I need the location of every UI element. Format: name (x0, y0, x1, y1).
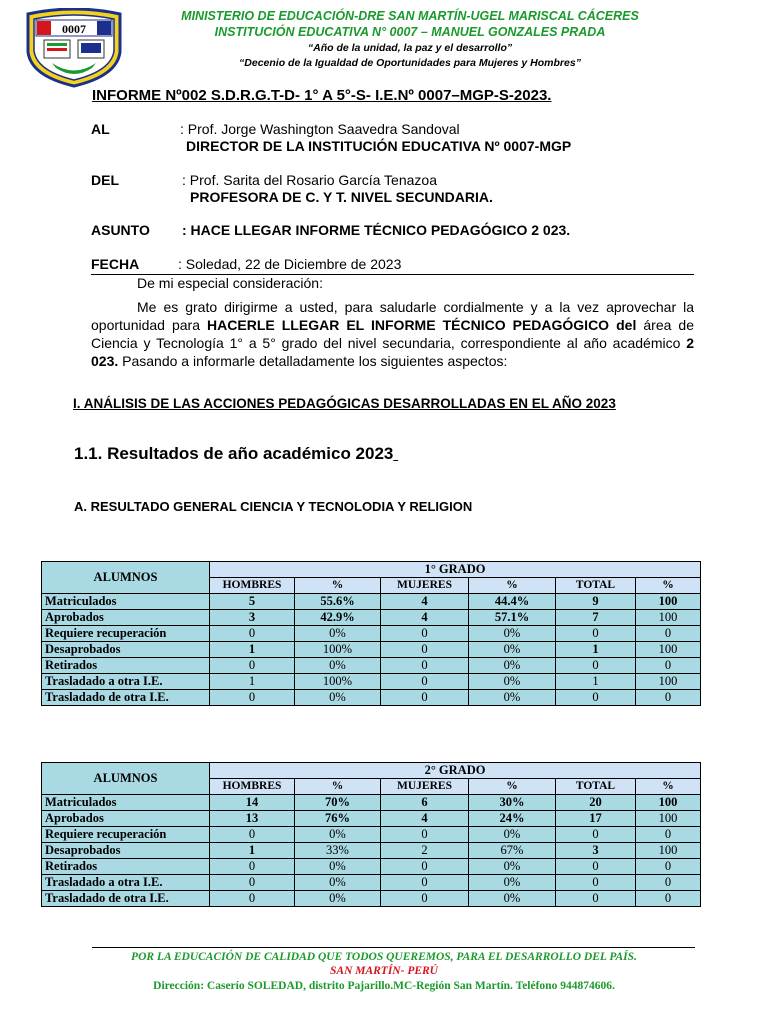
percent-header: % (636, 779, 701, 795)
table-row (42, 843, 701, 859)
table-cell: 100 (636, 610, 701, 626)
table-cell: 7 (556, 610, 636, 626)
fecha-label: FECHA (91, 256, 140, 272)
table-cell: 4 (381, 594, 469, 610)
svg-text:0007: 0007 (62, 22, 86, 36)
table-row (42, 610, 701, 626)
grade-header: 2° GRADO (210, 763, 701, 779)
table-cell: 0% (295, 690, 381, 706)
table-cell: 70% (295, 795, 381, 811)
alumnos-header: ALUMNOS (42, 763, 210, 795)
table-cell: 1 (210, 674, 295, 690)
hombres-header: HOMBRES (210, 578, 295, 594)
table-cell: 0 (210, 690, 295, 706)
percent-header: % (636, 578, 701, 594)
table-cell: 1 (556, 642, 636, 658)
table-cell: 0% (469, 658, 556, 674)
table-cell: 0 (210, 626, 295, 642)
table-cell: 0 (556, 859, 636, 875)
table-cell: 0% (295, 626, 381, 642)
table-cell: 0% (295, 859, 381, 875)
row-label: Requiere recuperación (42, 626, 210, 642)
table-cell: 0 (556, 891, 636, 907)
body-text-2: HACERLE LLEGAR EL INFORME TÉCNICO PEDAGÓGICO del (207, 317, 637, 333)
table-cell: 24% (469, 811, 556, 827)
table-cell: 14 (210, 795, 295, 811)
section-1-1-text: 1.1. Resultados de año académico 2023 (74, 444, 394, 463)
table-cell: 0 (556, 658, 636, 674)
table-cell: 0 (210, 658, 295, 674)
mujeres-header: MUJERES (381, 578, 469, 594)
section-a-heading: A. RESULTADO GENERAL CIENCIA Y TECNOLODIA Y RELIGION (74, 499, 473, 514)
footer-region: SAN MARTÍN- PERÚ (330, 965, 438, 977)
table-cell: 9 (556, 594, 636, 610)
row-label: Retirados (42, 859, 210, 875)
body-paragraph (91, 298, 694, 370)
table-cell: 0% (469, 642, 556, 658)
table-cell: 3 (556, 843, 636, 859)
table-cell: 0 (636, 690, 701, 706)
school-crest-logo (22, 8, 126, 88)
table-cell: 0% (469, 690, 556, 706)
table-row (42, 795, 701, 811)
table-cell: 0 (636, 891, 701, 907)
table-cell: 0% (295, 658, 381, 674)
table-row (42, 690, 701, 706)
table-cell: 0 (210, 875, 295, 891)
table-cell: 3 (210, 610, 295, 626)
fecha-value: : Soledad, 22 de Diciembre de 2023 (178, 256, 402, 272)
grade-2-results-table (41, 762, 701, 907)
al-name: : Prof. Jorge Washington Saavedra Sandoval (180, 121, 460, 137)
percent-header: % (295, 578, 381, 594)
table-cell: 0% (295, 891, 381, 907)
row-label: Desaprobados (42, 642, 210, 658)
percent-header: % (469, 779, 556, 795)
table-cell: 0% (469, 827, 556, 843)
body-text-5: Pasando a informarle detalladamente los siguientes aspectos: (118, 353, 508, 369)
table-row (42, 658, 701, 674)
table-grade-row (42, 562, 701, 578)
percent-header: % (469, 578, 556, 594)
table-cell: 44.4% (469, 594, 556, 610)
body-text-4: 2 023. (91, 335, 694, 369)
al-role: DIRECTOR DE LA INSTITUCIÓN EDUCATIVA Nº 0007-MGP (186, 138, 572, 154)
body-text-1: Me es grato dirigirme a usted, para saludarle cordialmente y a la vez aprovechar la oportunidad para (91, 299, 694, 333)
table-cell: 100 (636, 594, 701, 610)
row-label: Matriculados (42, 795, 210, 811)
table-cell: 100 (636, 811, 701, 827)
section-1-1-heading (74, 444, 398, 464)
grade-1-results-table (41, 561, 701, 706)
del-label: DEL (91, 172, 119, 188)
table-row (42, 674, 701, 690)
percent-header: % (295, 779, 381, 795)
greeting: De mi especial consideración: (137, 275, 323, 291)
institution-header: INSTITUCIÓN EDUCATIVA N° 0007 – MANUEL GONZALES PRADA (214, 25, 606, 39)
section-1-text: I. ANÁLISIS DE LAS ACCIONES PEDAGÓGICAS DESARROLLADAS EN EL AÑO 2023 (73, 396, 616, 411)
report-title: INFORME Nº002 S.D.R.G.T-D- 1° A 5°-S- I.E.Nº 0007–MGP-S-2023. (92, 87, 552, 104)
table-cell: 0 (636, 827, 701, 843)
table-cell: 100 (636, 843, 701, 859)
table-cell: 0% (469, 875, 556, 891)
mujeres-header: MUJERES (381, 779, 469, 795)
table-cell: 0 (381, 827, 469, 843)
grade-header: 1° GRADO (210, 562, 701, 578)
footer-slogan: POR LA EDUCACIÓN DE CALIDAD QUE TODOS QUEREMOS, PARA EL DESARROLLO DEL PAÍS. (131, 951, 637, 963)
row-label: Matriculados (42, 594, 210, 610)
year-motto: “Año de la unidad, la paz y el desarrollo” (307, 42, 513, 54)
table-cell: 0 (381, 658, 469, 674)
table-cell: 0 (381, 674, 469, 690)
table-cell: 4 (381, 610, 469, 626)
decade-motto: “Decenio de la Igualdad de Oportunidades para Mujeres y Hombres” (239, 57, 581, 69)
table-cell: 0 (381, 891, 469, 907)
total-header: TOTAL (556, 578, 636, 594)
table-cell: 0% (469, 626, 556, 642)
table-row (42, 875, 701, 891)
row-label: Aprobados (42, 610, 210, 626)
table-cell: 0% (295, 827, 381, 843)
table-cell: 55.6% (295, 594, 381, 610)
table-cell: 33% (295, 843, 381, 859)
hombres-header: HOMBRES (210, 779, 295, 795)
table-cell: 100 (636, 795, 701, 811)
table-cell: 0 (381, 875, 469, 891)
table-cell: 67% (469, 843, 556, 859)
row-label: Requiere recuperación (42, 827, 210, 843)
table-cell: 17 (556, 811, 636, 827)
table-cell: 42.9% (295, 610, 381, 626)
table-cell: 0 (381, 690, 469, 706)
table-cell: 100% (295, 642, 381, 658)
table-cell: 13 (210, 811, 295, 827)
table-cell: 0 (636, 875, 701, 891)
table-cell: 0% (469, 891, 556, 907)
table-cell: 0% (469, 859, 556, 875)
table-cell: 100% (295, 674, 381, 690)
table-cell: 20 (556, 795, 636, 811)
table-cell: 6 (381, 795, 469, 811)
row-label: Retirados (42, 658, 210, 674)
table-cell: 1 (556, 674, 636, 690)
table-grade-row (42, 763, 701, 779)
table-cell: 1 (210, 843, 295, 859)
table-row (42, 811, 701, 827)
table-row (42, 859, 701, 875)
table-cell: 76% (295, 811, 381, 827)
ministry-header: MINISTERIO DE EDUCACIÓN-DRE SAN MARTÍN-UGEL MARISCAL CÁCERES (181, 9, 639, 23)
table-cell: 0 (381, 626, 469, 642)
table-row (42, 642, 701, 658)
table-row (42, 594, 701, 610)
asunto-value: : HACE LLEGAR INFORME TÉCNICO PEDAGÓGICO 2 023. (182, 222, 571, 238)
table-cell: 0 (210, 859, 295, 875)
footer-address: Dirección: Caserío SOLEDAD, distrito Pajarillo.MC-Región San Martín. Teléfono 944874606. (153, 980, 615, 992)
body-text-3: área de Ciencia y Tecnología 1° a 5° grado del nivel secundaria, correspondiente al año académico (91, 317, 695, 351)
table-cell: 0 (636, 859, 701, 875)
table-row (42, 891, 701, 907)
table-cell: 0 (636, 658, 701, 674)
table-cell: 0% (469, 674, 556, 690)
table-cell: 2 (381, 843, 469, 859)
table-row (42, 626, 701, 642)
table-cell: 0 (381, 859, 469, 875)
table-cell: 0 (381, 642, 469, 658)
row-label: Trasladado de otra I.E. (42, 891, 210, 907)
row-label: Aprobados (42, 811, 210, 827)
table-cell: 100 (636, 674, 701, 690)
row-label: Trasladado de otra I.E. (42, 690, 210, 706)
del-name: : Prof. Sarita del Rosario García Tenazoa (182, 172, 437, 188)
table-cell: 0 (210, 891, 295, 907)
table-cell: 4 (381, 811, 469, 827)
table-cell: 100 (636, 642, 701, 658)
row-label: Desaprobados (42, 843, 210, 859)
table-cell: 0 (210, 827, 295, 843)
table-cell: 1 (210, 642, 295, 658)
table-cell: 0 (556, 626, 636, 642)
row-label: Trasladado a otra I.E. (42, 674, 210, 690)
del-role: PROFESORA DE C. Y T. NIVEL SECUNDARIA. (190, 189, 493, 205)
table-cell: 30% (469, 795, 556, 811)
footer-divider (92, 947, 695, 948)
table-cell: 0 (556, 875, 636, 891)
total-header: TOTAL (556, 779, 636, 795)
al-label: AL (91, 121, 110, 137)
table-cell: 0 (636, 626, 701, 642)
table-cell: 57.1% (469, 610, 556, 626)
section-1-heading (73, 396, 673, 411)
table-cell: 0 (556, 690, 636, 706)
table-cell: 0% (295, 875, 381, 891)
alumnos-header: ALUMNOS (42, 562, 210, 594)
row-label: Trasladado a otra I.E. (42, 875, 210, 891)
table-row (42, 827, 701, 843)
table-cell: 0 (556, 827, 636, 843)
asunto-label: ASUNTO (91, 222, 150, 238)
table-cell: 5 (210, 594, 295, 610)
